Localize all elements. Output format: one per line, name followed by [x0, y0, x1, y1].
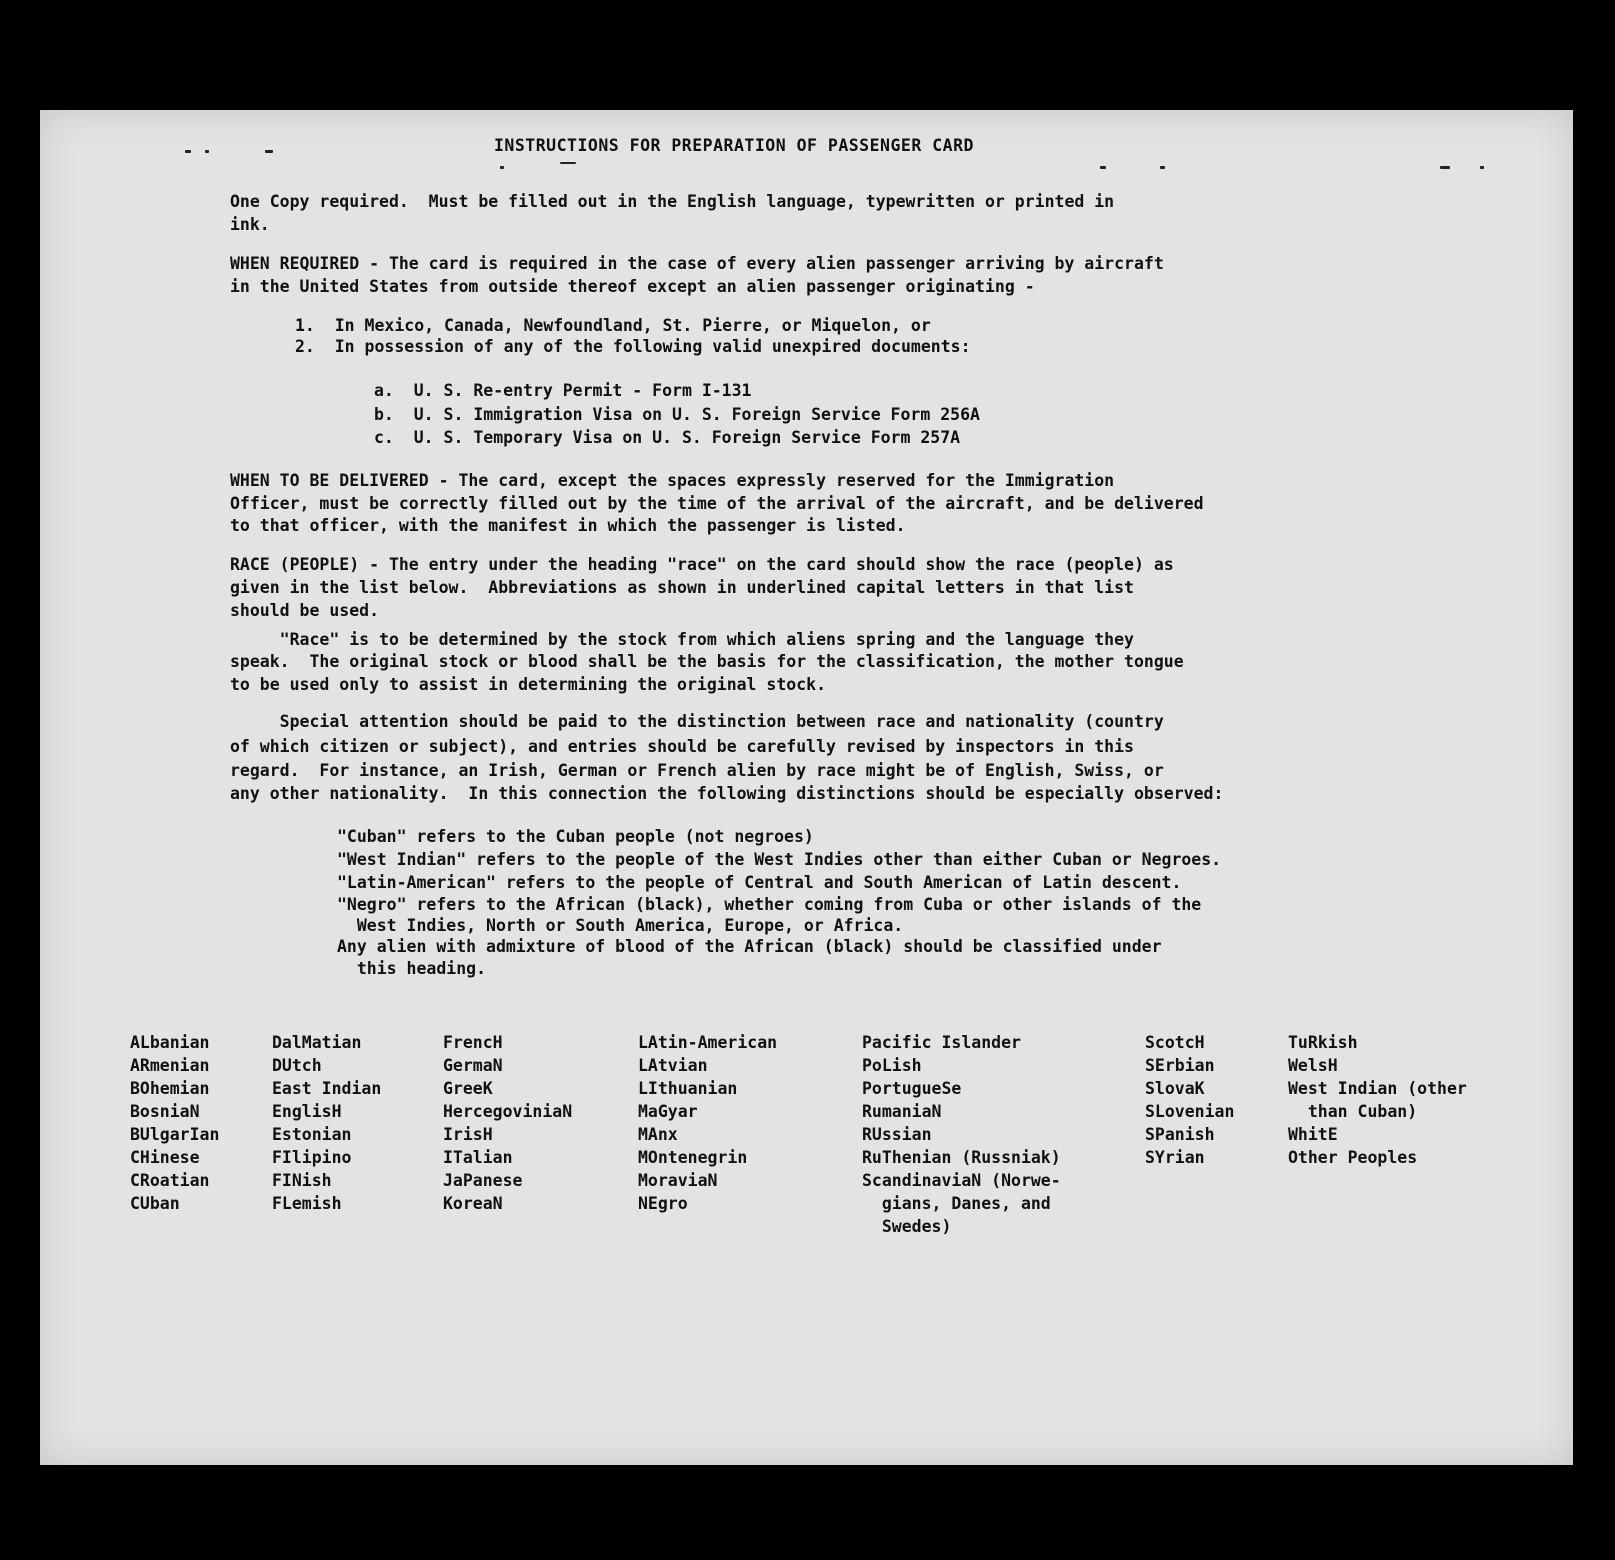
- race-list-item: SErbian: [1145, 1056, 1215, 1075]
- race-list-item: WhitE: [1288, 1125, 1338, 1144]
- race-column-3: [443, 1031, 572, 1215]
- race-list-item: LAtvian: [638, 1056, 708, 1075]
- race-section-line-2: given in the list below. Abbreviations as shown in underlined capital letters in that list: [230, 578, 1134, 597]
- race-definition-line-1: "Race" is to be determined by the stock from which aliens spring and the language they: [230, 630, 1134, 649]
- distinction-west-indian: "West Indian" refers to the people of the West Indies other than either Cuban or Negroes.: [337, 850, 1222, 869]
- race-list-item: RuThenian (Russniak): [862, 1148, 1061, 1167]
- race-list-item: MaGyar: [638, 1102, 698, 1121]
- race-column-4: [638, 1031, 777, 1215]
- race-list-item: IrisH: [443, 1125, 493, 1144]
- race-list-item: CUban: [130, 1194, 180, 1213]
- race-list-item: CRoatian: [130, 1171, 210, 1190]
- distinction-negro: "Negro" refers to the African (black), whether coming from Cuba or other islands of the: [337, 895, 1202, 914]
- race-list-item: LAtin-American: [638, 1033, 778, 1052]
- race-list-item: Pacific Islander: [862, 1033, 1021, 1052]
- scan-speck: [500, 166, 504, 169]
- race-list-item: MAnx: [638, 1125, 678, 1144]
- race-list-item: BUlgarIan: [130, 1125, 220, 1144]
- special-attention-line-3: regard. For instance, an Irish, German or French alien by race might be of English, Swiss, or: [230, 761, 1164, 780]
- when-required-line-2: in the United States from outside thereof except an alien passenger originating -: [230, 277, 1035, 296]
- race-list-item: PortugueSe: [862, 1079, 962, 1098]
- numbered-item-1: 1. In Mexico, Canada, Newfoundland, St. Pierre, or Miquelon, or: [295, 316, 931, 335]
- race-definition-line-2: speak. The original stock or blood shall be the basis for the classification, the mother tongue: [230, 652, 1184, 671]
- race-list-item: TuRkish: [1288, 1033, 1358, 1052]
- special-attention-line-1: Special attention should be paid to the distinction between race and nationality (country: [230, 712, 1164, 731]
- race-list-item: East Indian: [272, 1079, 382, 1098]
- race-section-line-1: RACE (PEOPLE) - The entry under the heading "race" on the card should show the race (people) as: [230, 555, 1174, 574]
- scan-speck: [1100, 166, 1106, 169]
- race-list-item: Estonian: [272, 1125, 352, 1144]
- race-list-item: NEgro: [638, 1194, 688, 1213]
- document-title: INSTRUCTIONS FOR PREPARATION OF PASSENGER CARD: [494, 136, 974, 155]
- race-list-item: CHinese: [130, 1148, 200, 1167]
- scan-speck: [560, 162, 576, 164]
- document-page: [40, 110, 1573, 1465]
- race-list-item: FIlipino: [272, 1148, 352, 1167]
- race-column-2: [272, 1031, 381, 1215]
- race-list-item: MoraviaN: [638, 1171, 718, 1190]
- distinction-admixture: Any alien with admixture of blood of the African (black) should be classified under: [337, 937, 1162, 956]
- document-item-b: b. U. S. Immigration Visa on U. S. Foreign Service Form 256A: [374, 405, 980, 424]
- document-item-a: a. U. S. Re-entry Permit - Form I-131: [374, 381, 752, 400]
- when-delivered-line-1: WHEN TO BE DELIVERED - The card, except the spaces expressly reserved for the Immigration: [230, 471, 1115, 490]
- scan-speck: [205, 150, 209, 153]
- race-list-item: PoLish: [862, 1056, 922, 1075]
- race-section-line-3: should be used.: [230, 601, 380, 620]
- race-list-item: Other Peoples: [1288, 1148, 1418, 1167]
- special-attention-line-4: any other nationality. In this connection the following distinctions should be especially observed:: [230, 784, 1224, 803]
- race-list-item: FrencH: [443, 1033, 503, 1052]
- race-list-item: than Cuban): [1288, 1102, 1418, 1121]
- race-list-item: FLemish: [272, 1194, 342, 1213]
- when-required-line-1: WHEN REQUIRED - The card is required in the case of every alien passenger arriving by aircraft: [230, 254, 1164, 273]
- race-column-7: [1288, 1031, 1467, 1169]
- race-list-item: SPanish: [1145, 1125, 1215, 1144]
- scan-speck: [1480, 166, 1484, 169]
- intro-line-2: ink.: [230, 215, 270, 234]
- race-list-item: Swedes): [862, 1217, 952, 1236]
- race-list-item: WelsH: [1288, 1056, 1338, 1075]
- race-list-item: MOntenegrin: [638, 1148, 748, 1167]
- race-column-1: [130, 1031, 219, 1215]
- scan-speck: [1160, 166, 1165, 169]
- race-list-item: GermaN: [443, 1056, 503, 1075]
- intro-line-1: One Copy required. Must be filled out in the English language, typewritten or printed in: [230, 192, 1115, 211]
- scan-speck: [185, 150, 191, 153]
- race-list-item: ALbanian: [130, 1033, 210, 1052]
- race-list-item: DalMatian: [272, 1033, 362, 1052]
- race-list-item: SLovenian: [1145, 1102, 1235, 1121]
- document-item-c: c. U. S. Temporary Visa on U. S. Foreign Service Form 257A: [374, 428, 961, 447]
- distinction-admixture-continued: this heading.: [337, 959, 487, 978]
- race-list-item: EnglisH: [272, 1102, 342, 1121]
- distinction-negro-continued: West Indies, North or South America, Europe, or Africa.: [337, 916, 904, 935]
- race-list-item: LIthuanian: [638, 1079, 738, 1098]
- race-column-5: [862, 1031, 1061, 1238]
- race-list-item: ITalian: [443, 1148, 513, 1167]
- race-list-item: GreeK: [443, 1079, 493, 1098]
- special-attention-line-2: of which citizen or subject), and entries should be carefully revised by inspectors in this: [230, 737, 1134, 756]
- race-list-item: ScotcH: [1145, 1033, 1205, 1052]
- race-list-item: BosniaN: [130, 1102, 200, 1121]
- race-list-item: FINish: [272, 1171, 332, 1190]
- race-list-item: SlovaK: [1145, 1079, 1205, 1098]
- distinction-cuban: "Cuban" refers to the Cuban people (not negroes): [337, 827, 814, 846]
- race-list-item: RumaniaN: [862, 1102, 942, 1121]
- when-delivered-line-2: Officer, must be correctly filled out by the time of the arrival of the aircraft, and be delivered: [230, 494, 1204, 513]
- distinction-latin-american: "Latin-American" refers to the people of Central and South American of Latin descent.: [337, 873, 1182, 892]
- numbered-item-2: 2. In possession of any of the following valid unexpired documents:: [295, 337, 971, 356]
- race-list-item: HercegoviniaN: [443, 1102, 573, 1121]
- race-list-item: BOhemian: [130, 1079, 210, 1098]
- race-list-item: SYrian: [1145, 1148, 1205, 1167]
- scan-speck: [265, 150, 273, 153]
- race-list-item: KoreaN: [443, 1194, 503, 1213]
- race-list-item: RUssian: [862, 1125, 932, 1144]
- race-definition-line-3: to be used only to assist in determining the original stock.: [230, 675, 827, 694]
- race-list-item: ARmenian: [130, 1056, 210, 1075]
- scan-speck: [1440, 166, 1450, 169]
- race-column-6: [1145, 1031, 1234, 1169]
- when-delivered-line-3: to that officer, with the manifest in which the passenger is listed.: [230, 516, 906, 535]
- race-list-item: JaPanese: [443, 1171, 523, 1190]
- race-list-item: West Indian (other: [1288, 1079, 1467, 1098]
- race-list-item: ScandinaviaN (Norwe-: [862, 1171, 1061, 1190]
- race-list-item: gians, Danes, and: [862, 1194, 1051, 1213]
- race-list-item: DUtch: [272, 1056, 322, 1075]
